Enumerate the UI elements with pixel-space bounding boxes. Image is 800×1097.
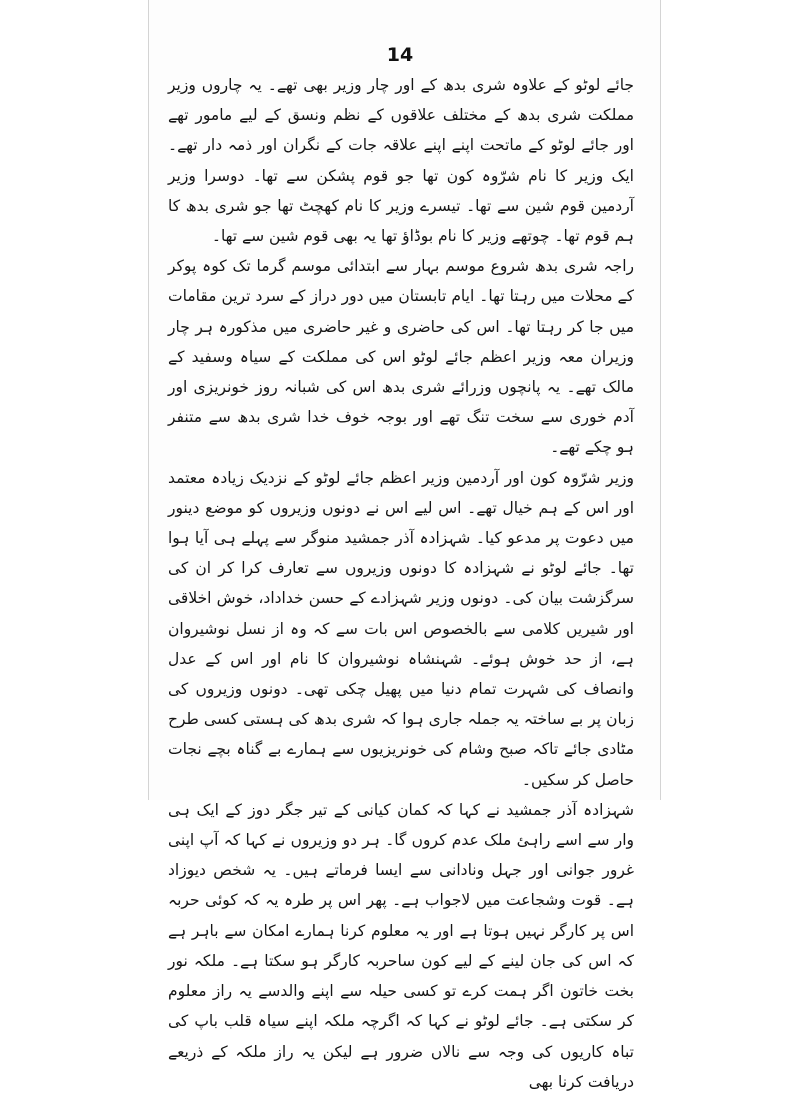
paragraph-3: وزیر شرّوہ کون اور آردمین وزیر اعظم جائے لوٹو کے نزدیک زیادہ معتمد اور اس کے ہم خیال تھے۔ اس لیے اس نے دونوں وزیروں کو موضع دینور میں دعوت پر مدعو کیا۔ شہزادہ آذر جمشید منوگر سے پہلے ہی آیا ہوا تھا۔ جائے لوٹو نے شہزادہ کا دونوں وزیروں سے تعارف کرا کر ان کی سرگزشت بیان کی۔ دونوں وزیر شہزادے کے حسن خداداد، خوش اخلاقی اور شیریں کلامی سے بالخصوص اس بات سے کہ وہ از نسل نوشیروان ہے، از حد خوش ہوئے۔ شہنشاہ نوشیروان کا نام اور اس کے عدل وانصاف کی شہرت تمام دنیا میں پھیل چکی تھی۔ دونوں وزیروں کی زبان پر بے ساختہ یہ جملہ جاری ہوا کہ شری بدھ کی ہستی کسی طرح مٹادی جائے تاکہ صبح وشام کی خونریزیوں سے ہمارے بے گناہ بچے نجات حاصل کر سکیں۔ <box>168 468 634 789</box>
paragraph-4: شہزادہ آذر جمشید نے کہا کہ کمان کیانی کے تیر جگر دوز کے ایک ہی وار سے اسے راہئ ملک عدم کروں گا۔ ہر دو وزیروں نے کہا کہ آپ اپنی غرور جوانی اور جہل ونادانی سے ایسا فرماتے ہیں۔ یہ شخص دیوزاد ہے۔ قوت وشجاعت میں لاجواب ہے۔ پھر اس پر طرہ یہ کہ کوئی حربہ اس پر کارگر نہیں ہوتا ہے اور یہ معلوم کرنا ہمارے امکان سے باہر ہے کہ اس کی جان لینے کے لیے کون ساحربہ کارگر ہو سکتا ہے۔ ملکہ نور بخت خاتون اگر ہمت کرے تو کسی حیلہ سے اپنے والدسے یہ راز معلوم کر سکتی ہے۔ جائے لوٹو نے کہا کہ اگرچہ ملکہ اپنے سیاہ قلب باپ کی تباہ کاریوں کی وجہ سے نالاں ضرور ہے لیکن یہ راز ملکہ کے ذریعے دریافت کرنا بھی <box>168 800 634 1091</box>
body-text <box>168 70 634 1091</box>
paragraph-2: راجہ شری بدھ شروع موسم بہار سے ابتدائی موسم گرما تک کوہ پوکر کے محلات میں رہتا تھا۔ ایام تابستان میں دور دراز کے سرد ترین مقامات میں جا کر رہتا تھا۔ اس کی حاضری و غیر حاضری میں مذکورہ ہر چار وزیران معہ وزیر اعظم جائے لوٹو اس کی مملکت کے سیاہ وسفید کے مالک تھے۔ یہ پانچوں وزرائے شری بدھ اس کی شبانہ روز خونریزی اور آدم خوری سے سخت تنگ تھے اور بوجہ خوف خدا شری بدھ سے متنفر ہو چکے تھے۔ <box>168 257 634 457</box>
page-left-edge <box>148 0 149 800</box>
page-right-edge <box>660 0 661 800</box>
paragraph-1: جائے لوٹو کے علاوہ شری بدھ کے اور چار وزیر بھی تھے۔ یہ چاروں وزیر مملکت شری بدھ کے مختلف علاقوں کے نظم ونسق کے لیے مامور تھے اور جائے لوٹو کے ماتحت اپنے اپنے علاقہ جات کے نگران اور ذمہ دار تھے۔ ایک وزیر کا نام شرّوہ کون تھا جو قوم پشکن سے تھا۔ دوسرا وزیر آردمین قوم شین سے تھا۔ تیسرے وزیر کا نام کھچٹ تھا جو شری بدھ کا ہم قوم تھا۔ چوتھے وزیر کا نام بوڈاؤ تھا یہ بھی قوم شین سے تھا۔ <box>168 76 634 246</box>
page-number: 14 <box>386 44 414 66</box>
